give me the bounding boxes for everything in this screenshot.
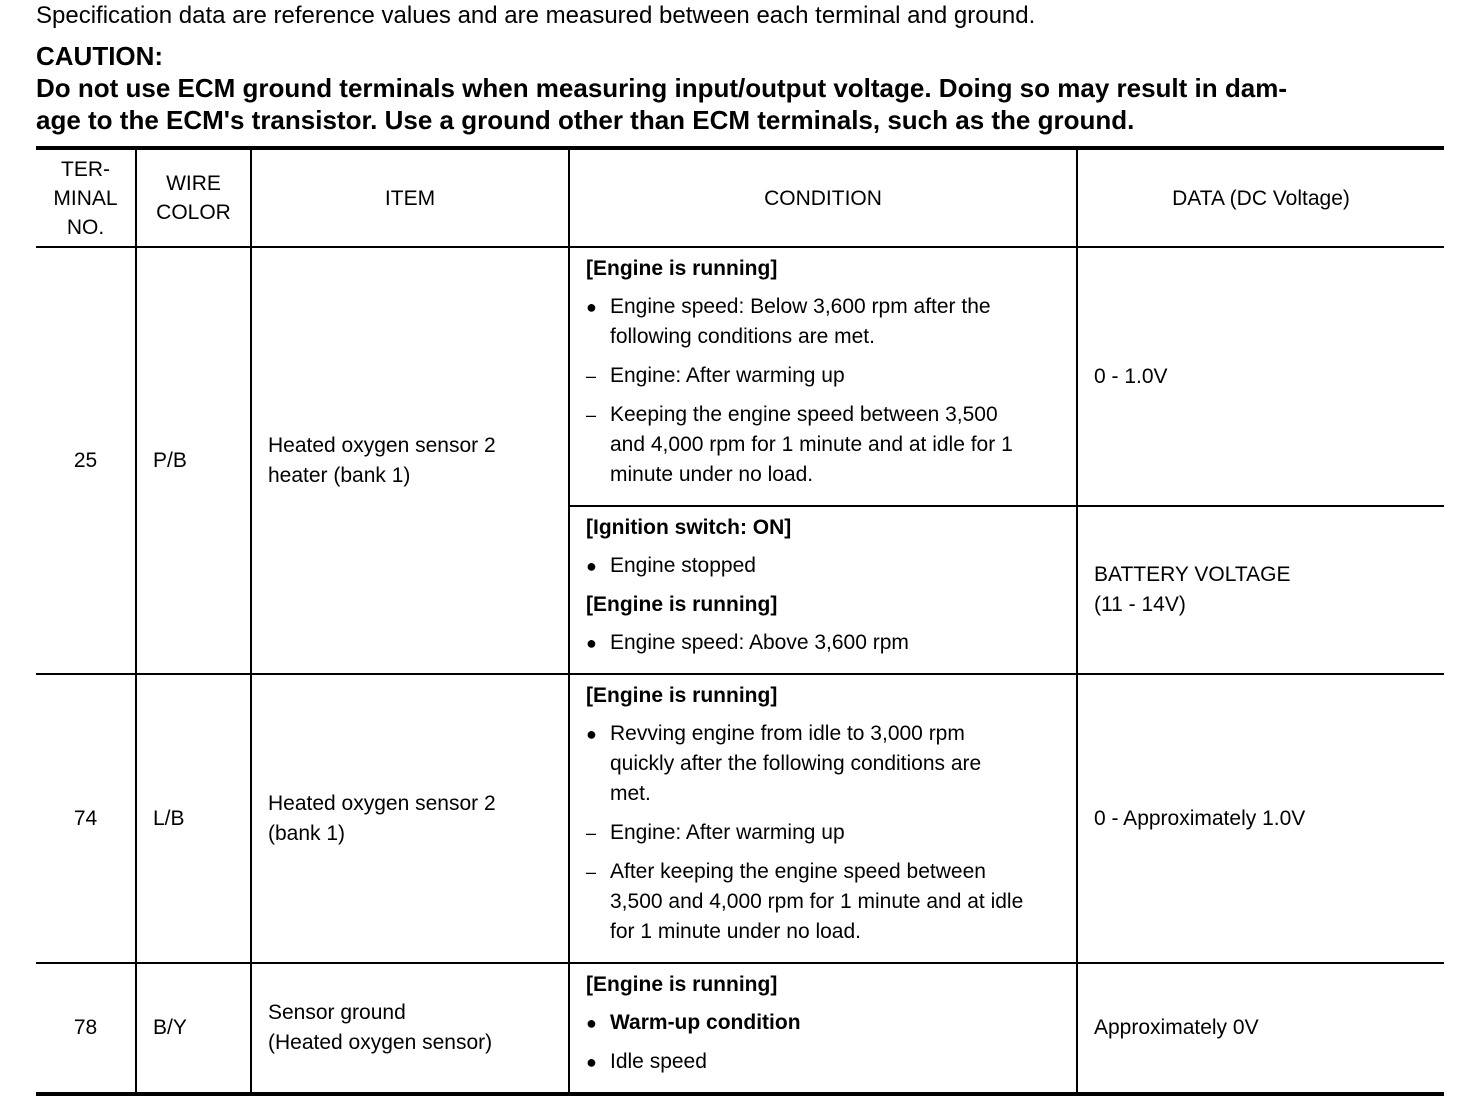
condition-text: After keeping the engine speed between bbox=[610, 860, 986, 883]
condition-subitem bbox=[586, 818, 1060, 848]
terminal-no-cell: 25 bbox=[36, 247, 136, 674]
bullet-icon: ● bbox=[586, 297, 597, 317]
header-item: ITEM bbox=[251, 148, 569, 247]
condition-text: for 1 minute under no load. bbox=[610, 920, 861, 943]
dash-icon: – bbox=[586, 823, 597, 843]
terminal-no-cell: 74 bbox=[36, 674, 136, 963]
table-header-row bbox=[36, 148, 1444, 247]
header-terminal-no bbox=[36, 148, 136, 247]
condition-text: 3,500 and 4,000 rpm for 1 minute and at idle bbox=[610, 890, 1024, 913]
caution-line: Do not use ECM ground terminals when measuring input/output voltage. Doing so may result in dam- bbox=[36, 73, 1287, 103]
condition-text: Engine stopped bbox=[610, 554, 756, 577]
header-wire-line: COLOR bbox=[156, 201, 231, 224]
condition-text: and 4,000 rpm for 1 minute and at idle for 1 bbox=[610, 433, 1013, 456]
wire-color-cell: P/B bbox=[136, 247, 251, 674]
condition-bullet bbox=[586, 292, 1060, 352]
data-cell bbox=[1077, 674, 1444, 963]
bullet-icon: ● bbox=[586, 724, 597, 744]
condition-text: Engine: After warming up bbox=[610, 364, 845, 387]
dash-icon: – bbox=[586, 405, 597, 425]
condition-text: met. bbox=[610, 782, 651, 805]
terminal-no-cell: 78 bbox=[36, 963, 136, 1094]
item-line: Heated oxygen sensor 2 bbox=[268, 433, 496, 457]
data-value: BATTERY VOLTAGE bbox=[1094, 563, 1291, 586]
item-line: (Heated oxygen sensor) bbox=[268, 1031, 493, 1054]
condition-cell bbox=[569, 247, 1077, 506]
condition-bullet bbox=[586, 551, 1060, 581]
condition-subitem bbox=[586, 857, 1060, 947]
item-cell bbox=[251, 674, 569, 963]
condition-text: Engine speed: Below 3,600 rpm after the bbox=[610, 295, 991, 318]
condition-text: minute under no load. bbox=[610, 463, 814, 486]
item-line: (bank 1) bbox=[268, 821, 346, 845]
condition-text: quickly after the following conditions are bbox=[610, 752, 982, 775]
bullet-icon: ● bbox=[586, 556, 597, 576]
item-cell bbox=[251, 247, 569, 674]
table-row bbox=[36, 674, 1444, 963]
data-cell bbox=[1077, 963, 1444, 1094]
condition-heading: [Engine is running] bbox=[586, 684, 778, 707]
item-line: Heated oxygen sensor 2 bbox=[268, 791, 496, 815]
data-value: 0 - 1.0V bbox=[1094, 364, 1168, 388]
condition-text: Keeping the engine speed between 3,500 bbox=[610, 403, 998, 426]
caution-text bbox=[36, 72, 1448, 136]
condition-text: Idle speed bbox=[610, 1050, 707, 1073]
data-value: 0 - Approximately 1.0V bbox=[1094, 806, 1306, 830]
data-cell bbox=[1077, 247, 1444, 506]
caution-line: age to the ECM's transistor. Use a ground other than ECM terminals, such as the ground. bbox=[36, 105, 1135, 135]
condition-bullet bbox=[586, 1008, 1060, 1038]
header-data: DATA (DC Voltage) bbox=[1077, 148, 1444, 247]
condition-cell bbox=[569, 963, 1077, 1094]
header-terminal-line: MINAL bbox=[53, 186, 118, 210]
condition-heading: [Engine is running] bbox=[586, 593, 778, 616]
dash-icon: – bbox=[586, 862, 597, 882]
wire-color-cell: B/Y bbox=[136, 963, 251, 1094]
intro-text: Specification data are reference values and are measured between each terminal and ground. bbox=[36, 2, 1036, 29]
condition-heading: [Engine is running] bbox=[586, 257, 778, 280]
bullet-icon: ● bbox=[586, 1013, 597, 1033]
header-terminal-line: NO. bbox=[66, 215, 105, 239]
wire-color-cell: L/B bbox=[136, 674, 251, 963]
item-line: heater (bank 1) bbox=[268, 463, 411, 487]
data-cell bbox=[1077, 506, 1444, 674]
table-row bbox=[36, 963, 1444, 1094]
condition-text: Revving engine from idle to 3,000 rpm bbox=[610, 722, 965, 745]
caution-title: CAUTION: bbox=[36, 41, 164, 71]
condition-bullet bbox=[586, 628, 1060, 658]
header-wire-color bbox=[136, 148, 251, 247]
item-line: Sensor ground bbox=[268, 1001, 406, 1024]
item-cell bbox=[251, 963, 569, 1094]
data-value: (11 - 14V) bbox=[1094, 593, 1186, 616]
header-condition: CONDITION bbox=[569, 148, 1077, 247]
condition-bullet bbox=[586, 1047, 1060, 1077]
condition-bullet bbox=[586, 719, 1060, 809]
condition-subitem bbox=[586, 361, 1060, 391]
condition-text: Warm-up condition bbox=[610, 1011, 801, 1034]
condition-text: Engine speed: Above 3,600 rpm bbox=[610, 631, 909, 654]
dash-icon: – bbox=[586, 366, 597, 386]
condition-text: following conditions are met. bbox=[610, 325, 875, 348]
header-terminal-line: TER- bbox=[61, 157, 110, 181]
header-wire-line: WIRE bbox=[166, 172, 221, 195]
table-row bbox=[36, 247, 1444, 506]
condition-heading: [Engine is running] bbox=[586, 973, 778, 996]
bullet-icon: ● bbox=[586, 633, 597, 653]
data-value: Approximately 0V bbox=[1094, 1016, 1259, 1039]
condition-cell bbox=[569, 674, 1077, 963]
condition-cell bbox=[569, 506, 1077, 674]
bullet-icon: ● bbox=[586, 1052, 597, 1072]
condition-subitem bbox=[586, 400, 1060, 490]
condition-text: Engine: After warming up bbox=[610, 821, 845, 844]
condition-heading: [Ignition switch: ON] bbox=[586, 516, 792, 539]
terminal-spec-table bbox=[36, 146, 1444, 1096]
